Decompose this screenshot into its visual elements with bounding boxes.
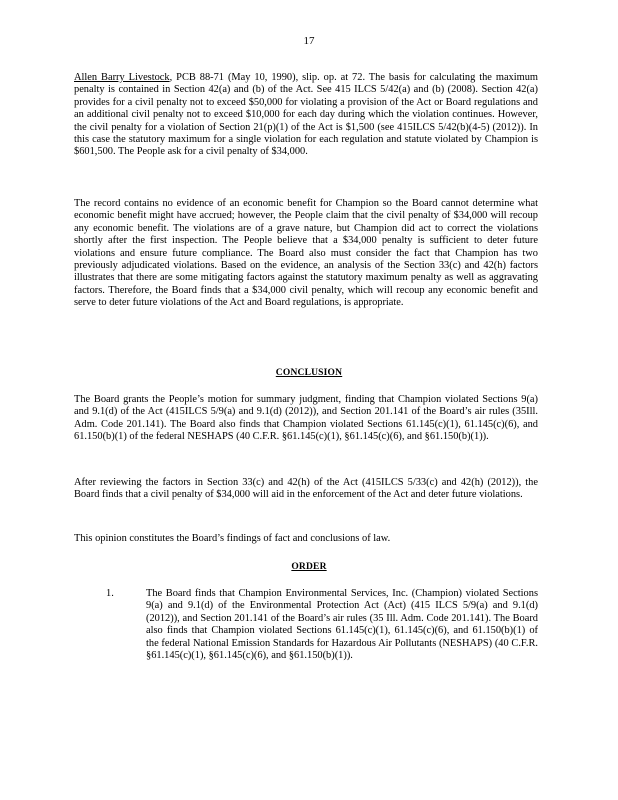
civil-penalty-paragraph: After reviewing the factors in Section 33(c) and 42(h) of the Act (415ILCS 5/33(c) and 42(h) (2012)), the Board finds that a civil penalty of $34,000 will aid in the enforcement of the Act and deter future violations. <box>74 477 538 501</box>
conclusion-heading: CONCLUSION <box>275 368 343 378</box>
penalty-basis-text: , PCB 88-71 (May 10, 1990), slip. op. at 72. The basis for calculating the maximum penalty is contained in Section 42(a) and (b) of the Act. See 415 ILCS 5/42(a) and (b) (2008). Section 42(a) provides for a civil penalty not to exceed $50,000 for violating a provision of the Act or Board regulations and an additional civil penalty not to exceed $10,000 for each day during which the violation continues. However, the civil penalty for a violation of Section 21(p)(1) of the Act is $1,500 (see 415ILCS 5/42(b)(4-5) (2012)). In this case the statutory maximum for a single violation for each regulation and statute violated by Champion is $601,500. The People ask for a civil penalty of $34,000. <box>74 72 539 158</box>
economic-benefit-paragraph: The record contains no evidence of an economic benefit for Champion so the Board cannot determine what economic benefit might have accrued; however, the People claim that the civil penalty of $34,000 will recoup any economic benefit. The violations are of a grave nature, but Champion did act to correct the violations shortly after the first inspection. The People believe that a $34,000 penalty is sufficient to deter future violations and ensure future compliance. The Board also must consider the fact that Champion has two previously adjudicated violations. Based on the evidence, an analysis of the Section 33(c) and 42(h) factors illustrates that there are some mitigating factors against the statutory maximum penalty as well as aggravating factors. Therefore, the Board finds that a $34,000 civil penalty, which will recoup any economic benefit and serve to deter future violations of the Act and Board regulations, is appropriate. <box>74 198 538 309</box>
order-item-text: The Board finds that Champion Environmental Services, Inc. (Champion) violated Sections 9(a) and 9.1(d) of the Environmental Protection Act (Act) (415 ILCS 5/9(a) and 9.1(d) (2012)), and Section 201.141 of the Board’s air rules (35 Ill. Adm. Code 201.141). The Board also finds that Champion violated Sections 61.145(c)(1), 61.145(c)(6), and 61.150(b)(1) of the federal National Emission Standards for Hazardous Air Pollutants (NESHAPS) (40 C.F.R. §61.145(c)(1), §61.145(c)(6), and §61.150(b)(1)). <box>146 588 538 662</box>
findings-paragraph: This opinion constitutes the Board’s findings of fact and conclusions of law. <box>74 533 391 544</box>
summary-judgment-paragraph: The Board grants the People’s motion for summary judgment, finding that Champion violated Sections 9(a) and 9.1(d) of the Act (415ILCS 5/9(a) and 9.1(d) (2012)), and Section 201.141 of the Board’s air rules (35Ill. Adm. Code 201.141). The Board also finds that Champion violated Sections 61.145(c)(1), 61.145(c)(6), and 61.150(b)(1) of the federal NESHAPS (40 C.F.R. §61.145(c)(1), §61.145(c)(6), and §61.150(b)(1)). <box>74 394 538 443</box>
penalty-basis-paragraph <box>74 72 538 159</box>
case-citation: Allen Barry Livestock <box>74 72 170 83</box>
order-item-number: 1. <box>106 588 114 599</box>
page-number: 17 <box>303 35 315 47</box>
order-heading: ORDER <box>291 562 327 572</box>
